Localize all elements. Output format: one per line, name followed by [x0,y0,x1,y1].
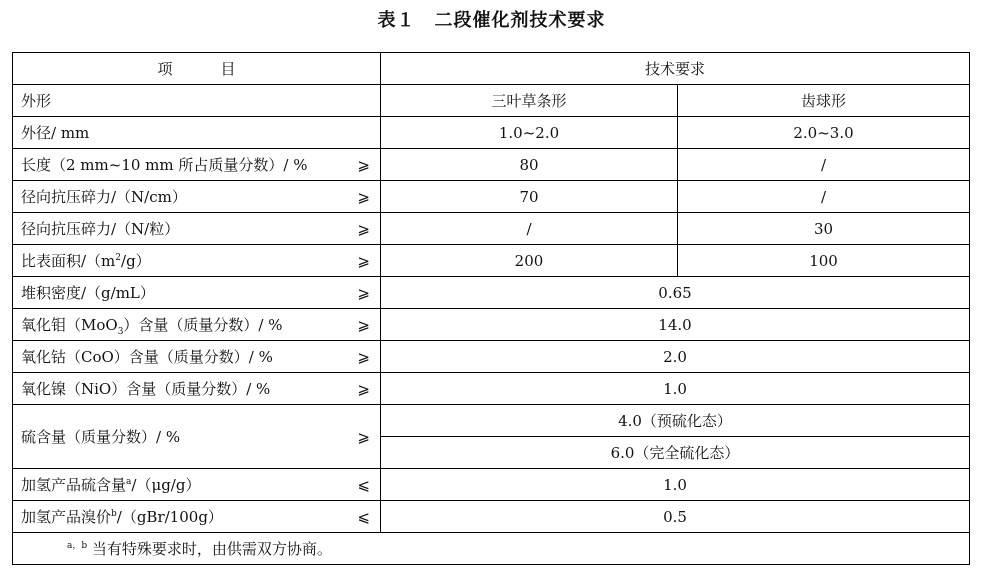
row-label-cell [13,501,381,533]
row-label: 长度（2 mm~10 mm 所占质量分数）/ % [21,156,308,174]
table-row [13,501,970,533]
row-label-cell [13,309,381,341]
row-label-part: 加氢产品硫含量 [21,476,127,494]
row-label-part: 比表面积/（m [21,252,116,270]
table-row [13,245,970,277]
row-label-subscript: 3 [117,327,124,337]
row-label: 堆积密度/（g/mL） [21,284,155,302]
comparison-symbol: ⩾ [357,379,370,398]
row-value-2: / [678,149,970,181]
comparison-symbol: ⩽ [357,475,370,494]
row-label-part: /（gBr/100g） [116,508,223,526]
row-value-2: 100 [678,245,970,277]
spec-table-container [12,52,970,565]
comparison-symbol: ⩾ [357,283,370,302]
comparison-symbol: ⩽ [357,507,370,526]
row-value-presulfided: 4.0（预硫化态） [381,405,970,437]
row-value-2: 2.0~3.0 [678,117,970,149]
comparison-symbol: ⩾ [357,219,370,238]
row-label-cell [13,245,381,277]
row-value: 0.5 [381,501,970,533]
row-value-2: 齿球形 [678,85,970,117]
row-label-cell [13,149,381,181]
row-value: 1.0 [381,469,970,501]
row-value-2: 30 [678,213,970,245]
row-value-1: 200 [381,245,678,277]
table-row [13,373,970,405]
header-item [13,53,381,85]
table-row [13,309,970,341]
row-label-superscript: a [126,477,132,487]
table-row [13,469,970,501]
table-row [13,149,970,181]
row-label-part: 氧化钼（MoO [21,316,118,334]
header-item-char-2: 目 [220,60,236,78]
row-label-cell [13,181,381,213]
row-label: 径向抗压碎力/（N/粒） [21,220,180,238]
comparison-symbol: ⩾ [357,251,370,270]
row-value: 14.0 [381,309,970,341]
row-value-1: / [381,213,678,245]
row-label [21,250,151,271]
row-label [21,314,283,335]
row-label-superscript: 2 [115,253,122,263]
footnote-row [13,533,970,565]
table-row [13,181,970,213]
row-label-cell [13,469,381,501]
spec-table [12,52,970,565]
table-row [13,277,970,309]
row-value-2: / [678,181,970,213]
row-label: 氧化钴（CoO）含量（质量分数）/ % [21,348,273,366]
row-label-part: 加氢产品溴价 [21,508,112,526]
row-value: 0.65 [381,277,970,309]
table-row [13,85,970,117]
header-row [13,53,970,85]
footnote-marks: a，b [67,541,88,551]
footnote [13,533,970,565]
header-item-char-1: 项 [157,60,173,78]
row-value: 2.0 [381,341,970,373]
row-label: 氧化镍（NiO）含量（质量分数）/ % [21,380,271,398]
row-value-1: 1.0~2.0 [381,117,678,149]
row-label-cell [13,213,381,245]
comparison-symbol: ⩾ [357,315,370,334]
row-value-fully-sulfided: 6.0（完全硫化态） [381,437,970,469]
table-row [13,213,970,245]
row-label: 外径/ mm [13,117,381,149]
row-value: 1.0 [381,373,970,405]
row-value-1: 80 [381,149,678,181]
row-label-cell [13,341,381,373]
row-value-1: 70 [381,181,678,213]
table-title: 表１ 二段催化剂技术要求 [377,10,606,31]
row-label: 径向抗压碎力/（N/cm） [21,188,187,206]
row-label-cell [13,373,381,405]
row-label-cell [13,405,381,469]
row-label: 外形 [13,85,381,117]
row-value-1: 三叶草条形 [381,85,678,117]
row-label [21,506,223,527]
row-label [21,474,200,495]
table-row [13,341,970,373]
row-label-cell [13,277,381,309]
comparison-symbol: ⩾ [357,347,370,366]
comparison-symbol: ⩾ [357,187,370,206]
comparison-symbol: ⩾ [357,155,370,174]
comparison-symbol: ⩾ [357,427,370,446]
table-row [13,117,970,149]
row-label-part: /（μg/g） [131,476,201,494]
row-label-part: /g） [121,252,151,270]
table-row [13,405,970,437]
row-label-superscript: b [111,509,117,519]
header-requirement: 技术要求 [381,53,970,85]
footnote-text: 当有特殊要求时，由供需双方协商。 [91,540,332,558]
row-label: 硫含量（质量分数）/ % [21,428,181,446]
row-label-part: ）含量（质量分数）/ % [123,316,283,334]
